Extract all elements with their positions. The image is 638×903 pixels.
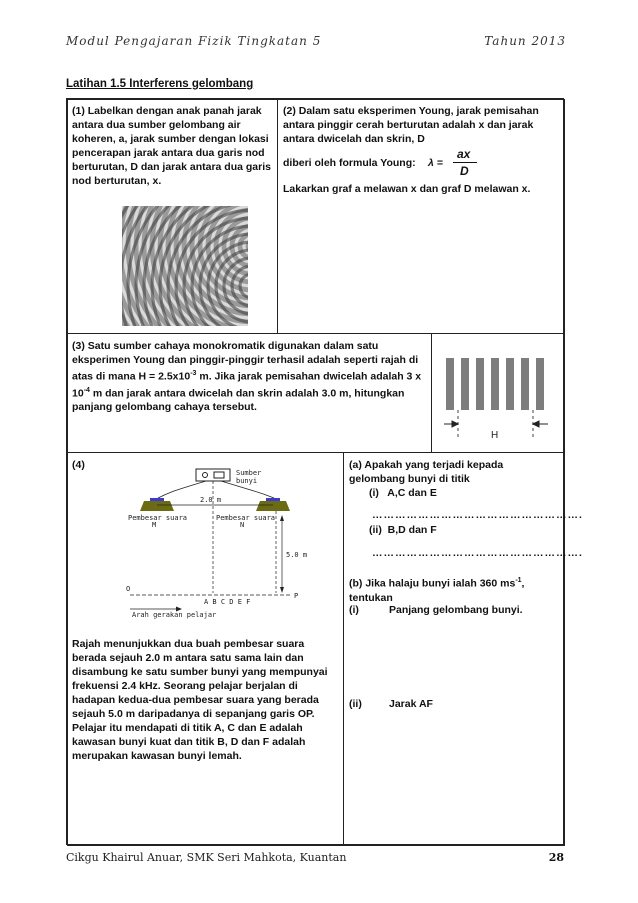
q2-formula-numerator: ax: [457, 147, 471, 161]
q2-formula-fraction-bar: [453, 162, 477, 163]
header-left: Modul Pengajaran Fizik Tingkatan 5: [66, 34, 322, 48]
q4a-ii-answer-line: ……………………………………………….: [372, 547, 583, 559]
distance-top-label: 2.0 m: [200, 496, 222, 504]
q4b-title-b: , tentukan: [349, 577, 525, 604]
interference-pattern-image: [122, 206, 248, 326]
q4-right-cell: [343, 452, 583, 846]
q4b-i-number: (i): [349, 604, 359, 616]
walk-direction-label: Arah gerakan pelajar: [132, 611, 217, 619]
speaker-left-label: Pembesar suara: [128, 514, 188, 522]
q2-text: (2) Dalam satu eksperimen Young, jarak pemisahan antara pinggir cerah berturutan adalah x dan jarak antara dwicelah dan skrin, D: [283, 105, 539, 145]
q3-sup-2: -4: [83, 386, 90, 394]
fringe-H-label: H: [491, 430, 499, 441]
speaker-left-id: M: [152, 521, 157, 529]
fringe-pattern-diagram: [442, 354, 552, 444]
q3-text-c: m dan jarak antara dwicelah dan skrin adalah 3.0 m, hitungkan panjang gelombang cahaya tersebut.: [72, 387, 405, 413]
q4b-ii-number: (ii): [349, 698, 362, 710]
point-O-label: O: [126, 585, 131, 593]
q3-text-b: m. Jika jarak pemisahan dwicelah adalah 3 x 10: [72, 370, 422, 399]
q3-text: [72, 339, 427, 414]
q4b-sup: -1: [515, 577, 522, 584]
q2-formula-denominator: D: [460, 164, 469, 178]
q2-instruction: Lakarkan graf a melawan x dan graf D melawan x.: [283, 183, 531, 195]
q4b-title-a: (b) Jika halaju bunyi ialah 360 ms: [349, 577, 516, 590]
q4a-ii: (ii) B,D dan F: [369, 524, 437, 536]
q4-description: Rajah menunjukkan dua buah pembesar suara berada sejauh 2.0 m antara satu sama lain dan disambung ke satu sumber bunyi yang mempunyai frekuensi 2.4 kHz. Seorang pelajar berjalan di hadapan kedua-dua pembesar suara yang berada sejauh 5.0 m daripadanya di sepanjang garis OP. Pelajar itu mendapati di titik A, C dan E adalah kawasan bunyi kuat dan titik B, D dan F adalah merupakan kawasan bunyi lemah.: [72, 638, 328, 762]
q4a-i-answer-line: ……………………………………………….: [372, 509, 583, 521]
points-A-F-label: A B C D E F: [204, 598, 251, 606]
q4a-i: (i) A,C dan E: [369, 487, 437, 499]
distance-side-label: 5.0 m: [286, 551, 308, 559]
q3-cell: [67, 333, 432, 453]
q4b-ii-text: Jarak AF: [389, 698, 433, 710]
q3-text-a: (3) Satu sumber cahaya monokromatik digunakan dalam satu eksperimen Young dan pinggir-pinggir terhasil adalah seperti rajah di atas di mana H = 2.5x10: [72, 340, 419, 383]
q4b-question: [349, 574, 559, 605]
section-title: Latihan 1.5 Interferens gelombang: [66, 78, 254, 90]
q2-cell: [277, 99, 565, 334]
q1-text: (1) Labelkan dengan anak panah jarak antara dua sumber gelombang air koheren, a, jarak sumber dengan lokasi pencerapan jarak antara dua garis nod berturutan, D dan jarak antara dua garis nod berturutan, x.: [72, 105, 271, 187]
q2-formula-prefix: diberi oleh formula Young:: [283, 157, 416, 169]
q4-left-cell: [67, 452, 344, 846]
source-label-1: Sumber: [236, 469, 262, 477]
source-label-2: bunyi: [236, 477, 258, 485]
speaker-right-id: N: [240, 521, 245, 529]
q4b-i-text: Panjang gelombang bunyi.: [389, 604, 523, 616]
q4-label: (4): [72, 459, 85, 471]
speaker-right-label: Pembesar suara: [216, 514, 276, 522]
footer-author: Cikgu Khairul Anuar, SMK Seri Mahkota, Kuantan: [66, 851, 347, 864]
footer-page-number: 28: [548, 851, 564, 864]
q3-sup-1: -3: [190, 370, 197, 377]
q2-formula-lambda: λ =: [428, 157, 443, 169]
q3-diagram-cell: [431, 333, 565, 453]
point-P-label: P: [294, 592, 299, 600]
worksheet-table: [66, 98, 583, 845]
header-right: Tahun 2013: [484, 34, 566, 48]
q4a-question: (a) Apakah yang terjadi kepada gelombang bunyi di titik: [349, 459, 504, 485]
q1-cell: [67, 99, 278, 334]
speaker-experiment-diagram: [126, 467, 308, 619]
